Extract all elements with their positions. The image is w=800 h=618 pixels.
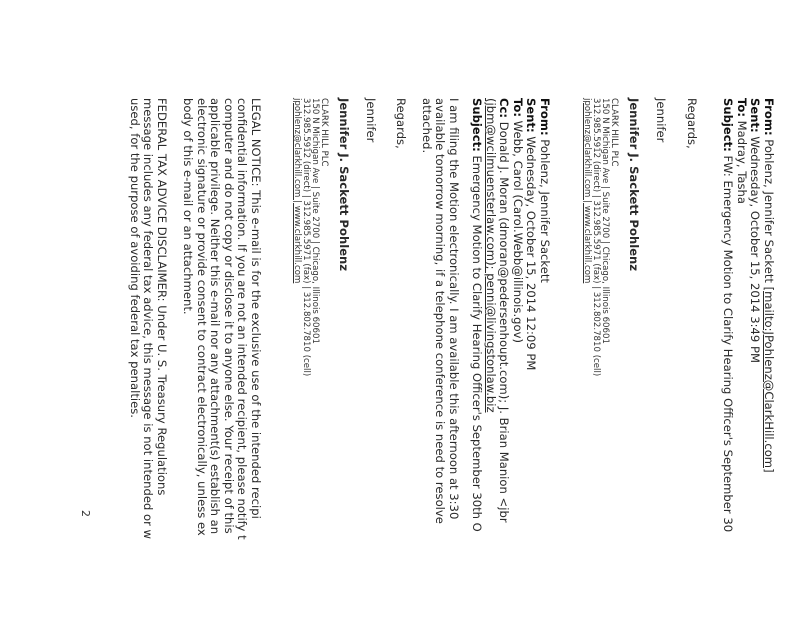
from-value: Pohlenz, Jennifer Sackett <box>762 139 776 283</box>
legal-line: LEGAL NOTICE: This e-mail is for the exclusive use of the intended recipi <box>249 98 263 519</box>
legal-line: body of this e-mail or an attachment. <box>181 98 196 315</box>
legal-line: confidential information. If you are not an intended recipient, please notify t <box>235 98 250 540</box>
signature-web-link[interactable]: jpohlenz@clarkhill.com | www.clarkhill.com <box>291 98 302 284</box>
tax-line: message includes any federal tax advice, this message is not intended or w <box>141 98 156 540</box>
signature-phones: 312.985.5912 (direct) | 312.985.5971 (fax) | 312.802.7810 (cell) <box>591 98 601 377</box>
subject-value: Emergency Motion to Clarify Hearing Officer's September 30th O <box>470 155 485 532</box>
signature-block-1 <box>582 98 640 376</box>
from-label: From: <box>538 98 552 136</box>
to-line <box>510 98 524 532</box>
to-label: To: <box>734 98 749 117</box>
cc-value: Donald J. Moran (dmoran@pedersenhoupt.com); J. Brian Manion <jbr <box>497 121 512 523</box>
tax-line: FEDERAL TAX ADVICE DISCLAIMER: Under U. S. Treasury Regulations <box>155 98 169 496</box>
signature-address: 150 N Michigan Ave | Suite 2700 | Chicago, Illinois 60601 <box>310 98 321 344</box>
from-value: Pohlenz, Jennifer Sackett <box>538 139 552 283</box>
signature-firm: CLARK HILL PLC <box>609 98 620 167</box>
closing-regards-1: Regards, <box>685 98 699 149</box>
sent-line <box>748 98 762 532</box>
sent-label: Sent: <box>748 98 763 133</box>
email-body <box>419 98 460 524</box>
signature-block-2 <box>292 98 350 376</box>
from-label: From: <box>762 98 776 136</box>
from-line <box>537 98 551 532</box>
email-header-forward <box>721 98 775 532</box>
from-mailto-link[interactable]: [mailto:JPohlenz@ClarkHill.com] <box>762 286 776 473</box>
cc-line <box>497 98 511 532</box>
body-line: available tomorrow morning, if a telephone conference is need to resolve <box>433 98 448 524</box>
legal-line: computer and do not copy or disclose it to anyone else. Your receipt of this <box>221 98 236 534</box>
subject-label: Subject: <box>470 98 485 152</box>
cc-label: Cc: <box>497 98 512 119</box>
sender-first-name-2: Jennifer <box>364 98 378 143</box>
signature-web-link[interactable]: jpohlenz@clarkhill.com | www.clarkhill.com <box>581 98 592 284</box>
sent-value: Wednesday, October 15, 2014 12:09 PM <box>524 136 539 371</box>
from-line <box>761 98 775 532</box>
signature-address: 150 N Michigan Ave | Suite 2700 | Chicago, Illinois 60601 <box>600 98 611 344</box>
to-value: Webb, Carol (Carol.Webb@illinois.gov) <box>510 120 525 343</box>
page-number: 2 <box>79 510 92 517</box>
subject-line <box>721 98 735 532</box>
to-line <box>734 98 748 532</box>
subject-label: Subject: <box>721 98 736 152</box>
sent-line <box>524 98 538 532</box>
sender-first-name-1: Jennifer <box>654 98 668 143</box>
body-line: attached. <box>419 98 434 154</box>
legal-line: applicable privilege. Neither this e-mail nor any attachment(s) establish an <box>208 98 223 535</box>
email-header-original <box>469 98 551 532</box>
signature-phones: 312.985.5912 (direct) | 312.985.5971 (fax) | 312.802.7810 (cell) <box>301 98 311 377</box>
legal-line: electronic signature or provide consent to contract electronically, unless ex <box>194 98 209 536</box>
legal-notice <box>180 98 262 540</box>
to-label: To: <box>510 98 525 117</box>
signature-name: Jennifer J. Sackett Pohlenz <box>337 98 351 272</box>
subject-value: FW: Emergency Motion to Clarify Hearing Officer's September 30 <box>721 155 736 533</box>
tax-disclaimer <box>127 98 168 539</box>
signature-firm: CLARK HILL PLC <box>319 98 330 167</box>
cc-value-continued: (jbm@wcilmuensterlaw.com); penni@livingstonlaw.biz <box>483 98 498 413</box>
tax-line: used, for the purpose of avoiding federal tax penalties. <box>127 98 142 418</box>
subject-line <box>469 98 483 532</box>
sent-value: Wednesday, October 15, 2014 3:49 PM <box>748 136 763 363</box>
body-line: I am filing the Motion electronically. I am available this afternoon at 3:30 <box>447 98 461 520</box>
to-value: Madray, Tasha <box>734 120 749 205</box>
closing-regards-2: Regards, <box>394 98 408 149</box>
signature-name: Jennifer J. Sackett Pohlenz <box>627 98 641 272</box>
sent-label: Sent: <box>524 98 539 133</box>
